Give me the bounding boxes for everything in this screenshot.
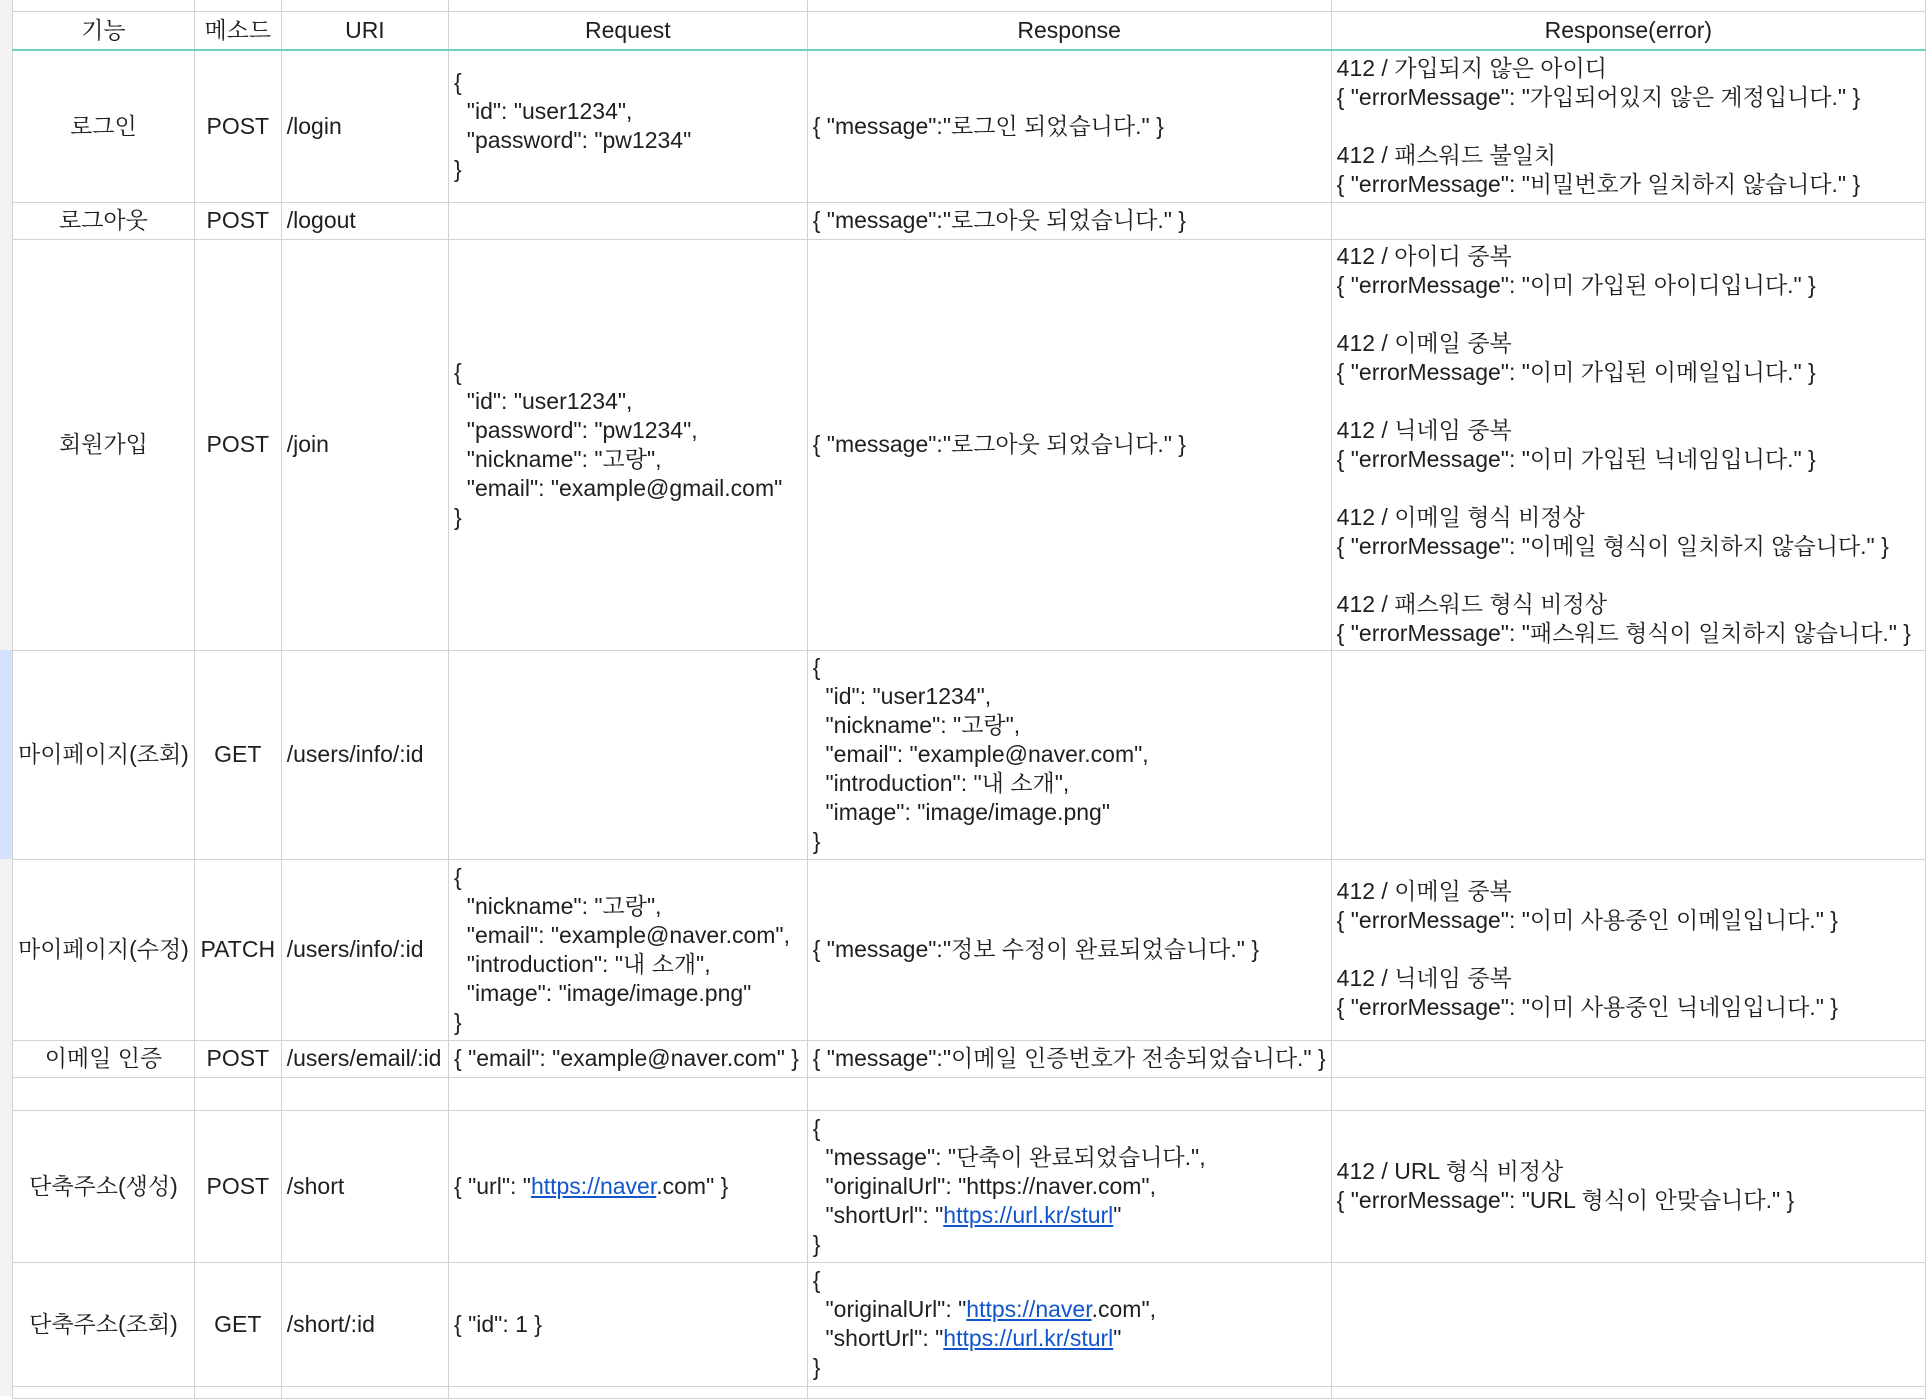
cell-uri[interactable]: /users/info/:id — [281, 650, 448, 859]
error-code: 412 / 닉네임 중복 — [1336, 965, 1512, 991]
request-line: { — [454, 69, 462, 96]
cell-feature[interactable]: 로그인 — [13, 50, 195, 202]
cell-method[interactable]: POST — [194, 1110, 281, 1262]
error-code: 412 / 패스워드 형식 비정상 — [1336, 590, 1607, 617]
request-line: { — [454, 863, 462, 890]
cell-method[interactable]: POST — [194, 1040, 281, 1077]
cell-feature[interactable]: 마이페이지(조회) — [13, 650, 195, 859]
cell-feature[interactable]: 회원가입 — [13, 239, 195, 650]
request-line: "email": "example@naver.com", — [454, 921, 790, 948]
table-row-partial — [13, 1386, 1926, 1398]
cell-response[interactable] — [807, 650, 1331, 859]
response-line: "image": "image/image.png" — [812, 799, 1111, 825]
response-line: } — [812, 1354, 821, 1380]
selected-row-indicator — [0, 650, 12, 859]
request-line: "nickname": "고랑", — [454, 892, 662, 919]
cell-request[interactable] — [449, 650, 808, 859]
request-line: "id": "user1234", — [454, 98, 633, 125]
response-line: { — [812, 1114, 821, 1141]
header-response[interactable]: Response — [807, 12, 1331, 51]
error-code: 412 / 가입되지 않은 아이디 — [1336, 54, 1607, 81]
header-row — [13, 12, 1926, 51]
cell-request[interactable] — [449, 859, 808, 1040]
cell-error[interactable] — [1331, 202, 1925, 239]
error-message: { "errorMessage": "이미 사용중인 닉네임입니다." } — [1336, 994, 1838, 1020]
cell-request[interactable] — [449, 239, 808, 650]
response-line: "nickname": "고랑", — [812, 712, 1021, 738]
table-row-join — [13, 239, 1926, 650]
table-row-short-create — [13, 1110, 1926, 1262]
response-line: "introduction": "내 소개", — [812, 770, 1070, 796]
short-url-link[interactable]: https://url.kr/sturl — [943, 1201, 1114, 1228]
cell-error[interactable] — [1331, 239, 1925, 650]
response-line: "originalUrl": "https://naver.com", — [812, 1296, 1157, 1322]
header-error[interactable]: Response(error) — [1331, 12, 1925, 51]
error-code: 412 / URL 형식 비정상 — [1336, 1158, 1564, 1184]
cell-feature[interactable]: 단축주소(조회) — [13, 1262, 195, 1386]
cell-uri[interactable]: /users/email/:id — [281, 1040, 448, 1077]
response-line: } — [812, 828, 821, 854]
cell-method[interactable]: GET — [194, 1262, 281, 1386]
cell-response[interactable]: { "message":"로그아웃 되었습니다." } — [807, 202, 1331, 239]
request-line: "email": "example@gmail.com" — [454, 474, 783, 501]
table-row-short-get — [13, 1262, 1926, 1386]
cell-response[interactable] — [807, 1110, 1331, 1262]
error-message: { "errorMessage": "가입되어있지 않은 계정입니다." } — [1336, 83, 1861, 110]
cell-feature[interactable]: 이메일 인증 — [13, 1040, 195, 1077]
response-line: { — [812, 654, 821, 680]
response-line: "id": "user1234", — [812, 683, 992, 709]
error-code: 412 / 패스워드 불일치 — [1336, 141, 1557, 168]
cell-uri[interactable]: /short — [281, 1110, 448, 1262]
column-header-strip — [13, 0, 1926, 12]
cell-method[interactable]: POST — [194, 202, 281, 239]
cell-error[interactable] — [1331, 50, 1925, 202]
cell-feature[interactable]: 마이페이지(수정) — [13, 859, 195, 1040]
cell-response[interactable]: { "message":"이메일 인증번호가 전송되었습니다." } — [807, 1040, 1331, 1077]
cell-feature[interactable]: 로그아웃 — [13, 202, 195, 239]
error-code: 412 / 이메일 형식 비정상 — [1336, 503, 1585, 530]
naver-link[interactable]: https://naver — [966, 1296, 1092, 1322]
table-row-logout — [13, 202, 1926, 239]
request-line: "introduction": "내 소개", — [454, 950, 711, 977]
cell-request[interactable] — [449, 50, 808, 202]
request-line: } — [454, 503, 462, 530]
cell-method[interactable]: PATCH — [194, 859, 281, 1040]
api-spec-table — [12, 0, 1926, 1399]
header-uri[interactable]: URI — [281, 12, 448, 51]
table-row-login — [13, 50, 1926, 202]
cell-uri[interactable]: /logout — [281, 202, 448, 239]
cell-error[interactable] — [1331, 1262, 1925, 1386]
cell-request[interactable]: { "id": 1 } — [449, 1262, 808, 1386]
cell-response[interactable]: { "message":"정보 수정이 완료되었습니다." } — [807, 859, 1331, 1040]
cell-request[interactable]: { "email": "example@naver.com" } — [449, 1040, 808, 1077]
request-line: "password": "pw1234", — [454, 416, 698, 443]
response-line: } — [812, 1230, 821, 1257]
cell-error[interactable] — [1331, 1040, 1925, 1077]
header-feature[interactable]: 기능 — [13, 12, 195, 51]
cell-response[interactable]: { "message":"로그아웃 되었습니다." } — [807, 239, 1331, 650]
request-line: } — [454, 156, 462, 183]
table-row-email-verify — [13, 1040, 1926, 1077]
request-line: "nickname": "고랑", — [454, 445, 662, 472]
error-message: { "errorMessage": "이메일 형식이 일치하지 않습니다." } — [1336, 532, 1889, 559]
error-code: 412 / 이메일 중복 — [1336, 329, 1512, 356]
error-message: { "errorMessage": "패스워드 형식이 일치하지 않습니다." } — [1336, 619, 1911, 646]
request-line: "id": "user1234", — [454, 387, 633, 414]
request-line: "image": "image/image.png" — [454, 979, 752, 1006]
error-message: { "errorMessage": "이미 가입된 닉네임입니다." } — [1336, 445, 1816, 472]
cell-response[interactable] — [807, 1262, 1331, 1386]
error-message: { "errorMessage": "비밀번호가 일치하지 않습니다." } — [1336, 170, 1861, 197]
request-line: "password": "pw1234" — [454, 127, 692, 154]
response-line: "shortUrl": "https://url.kr/sturl" — [812, 1325, 1122, 1351]
request-line: } — [454, 1008, 462, 1035]
cell-error[interactable] — [1331, 859, 1925, 1040]
error-message: { "errorMessage": "이미 가입된 아이디입니다." } — [1336, 271, 1816, 298]
table-row-mypage-patch — [13, 859, 1926, 1040]
cell-method[interactable]: POST — [194, 239, 281, 650]
cell-error[interactable] — [1331, 1110, 1925, 1262]
response-line: "message": "단축이 완료되었습니다.", — [812, 1143, 1206, 1170]
header-request[interactable]: Request — [449, 12, 808, 51]
error-code: 412 / 이메일 중복 — [1336, 878, 1512, 904]
response-line: "shortUrl": "https://url.kr/sturl" — [812, 1201, 1122, 1228]
table-row-mypage-get — [13, 650, 1926, 859]
cell-method[interactable]: GET — [194, 650, 281, 859]
cell-method[interactable]: POST — [194, 50, 281, 202]
cell-error[interactable] — [1331, 650, 1925, 859]
response-line: "email": "example@naver.com", — [812, 741, 1149, 767]
cell-uri[interactable]: /login — [281, 50, 448, 202]
cell-request[interactable] — [449, 202, 808, 239]
error-code: 412 / 닉네임 중복 — [1336, 416, 1512, 443]
response-line: "originalUrl": "https://naver.com", — [812, 1172, 1156, 1199]
error-message: { "errorMessage": "이미 사용중인 이메일입니다." } — [1336, 907, 1838, 933]
table-row-empty — [13, 1077, 1926, 1110]
error-message: { "errorMessage": "URL 형식이 안맞습니다." } — [1336, 1187, 1795, 1213]
error-code: 412 / 아이디 중복 — [1336, 242, 1512, 269]
cell-response[interactable]: { "message":"로그인 되었습니다." } — [807, 50, 1331, 202]
request-line: { — [454, 358, 462, 385]
cell-request[interactable]: { "url": "https://naver.com" } — [449, 1110, 808, 1262]
cell-uri[interactable]: /join — [281, 239, 448, 650]
error-message: { "errorMessage": "이미 가입된 이메일입니다." } — [1336, 358, 1816, 385]
response-line: { — [812, 1267, 821, 1293]
cell-uri[interactable]: /users/info/:id — [281, 859, 448, 1040]
cell-uri[interactable]: /short/:id — [281, 1262, 448, 1386]
short-url-link[interactable]: https://url.kr/sturl — [943, 1325, 1114, 1351]
header-method[interactable]: 메소드 — [194, 12, 281, 51]
naver-link[interactable]: https://naver — [530, 1172, 657, 1199]
cell-feature[interactable]: 단축주소(생성) — [13, 1110, 195, 1262]
